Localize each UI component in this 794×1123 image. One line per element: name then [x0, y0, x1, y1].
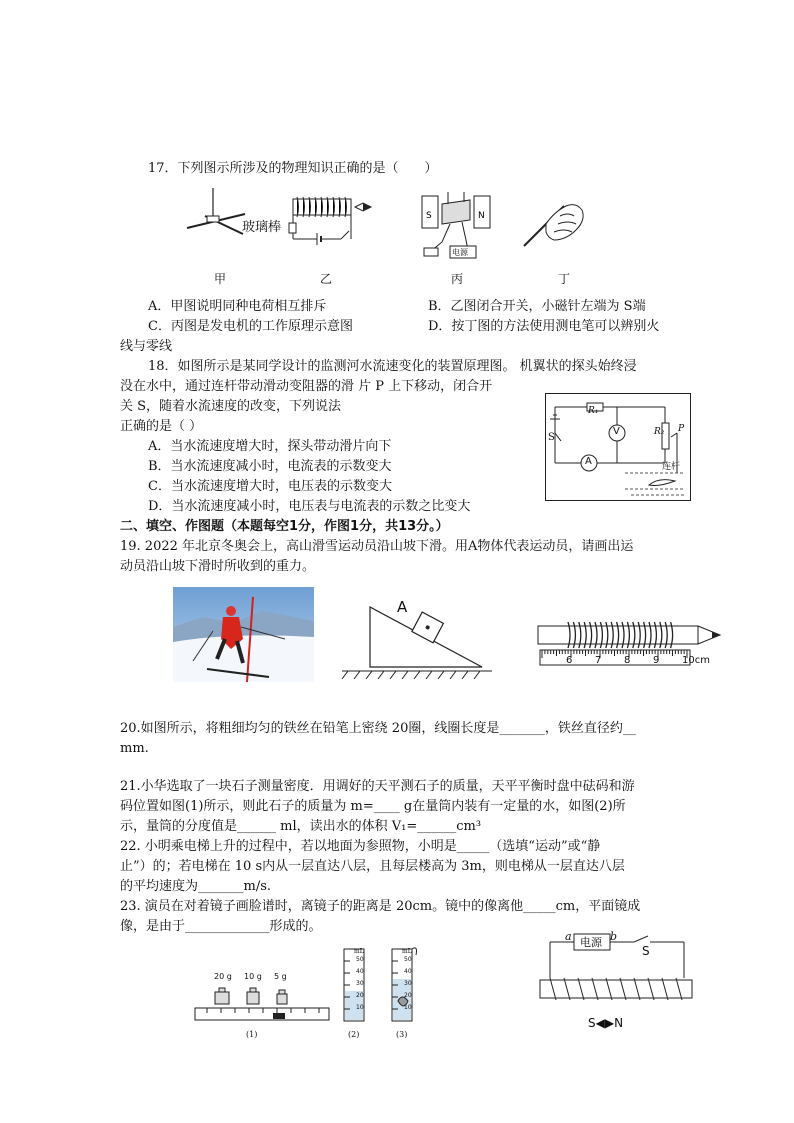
cylinder-tick-label: 30 [356, 980, 364, 987]
cylinder-tick-label: 50 [404, 956, 412, 963]
cylinder-tick-label: 10 [404, 1004, 412, 1011]
q22-line2: 止”）的；若电梯在 10 s内从一层直达八层，且每层楼高为 3m，则电梯从一层直达八层 [120, 859, 625, 874]
electromagnet-power-label: 电源 [580, 936, 602, 949]
electromagnet-a-label: a [565, 930, 572, 943]
ruler-tick-label: 9 [653, 655, 660, 666]
cylinder-tick-label: 50 [356, 956, 364, 963]
q20-line1: 20.如图所示，将粗细均匀的铁丝在铅笔上密绕 20圈，线圈长度是_______，铁丝直径约__ [120, 721, 636, 736]
weight-10g: 10 g [244, 972, 262, 981]
q21-line2: 码位置如图(1)所示，则此石子的质量为 m=____ g在量筒内装有一定量的水，如图(2)所 [120, 799, 626, 814]
cylinder-3-unit: mL [402, 948, 412, 955]
balance-weights-figure [193, 980, 333, 1024]
q21-line1: 21.小华选取了一块石子测量密度．用调好的天平测石子的质量，天平平衡时盘中砝码和游 [120, 779, 635, 794]
q18-option-d: D．当水流速度减小时，电压表与电流表的示数之比变大 [148, 499, 471, 514]
q18-line3: 关 S，随着水流速度的改变，下列说法 [120, 399, 342, 414]
q21-line3: 示，量筒的分度值是______ ml，读出水的体积 V₁=______cm³ [120, 819, 482, 834]
fig-label-yi: 乙 [320, 272, 333, 286]
q18-r1-label: R₁ [588, 406, 599, 416]
q18-voltmeter-label: V [613, 426, 620, 437]
skier-photo [173, 587, 314, 682]
ruler-tick-label: 6 [566, 655, 573, 666]
fig-label-ding: 丁 [558, 272, 571, 286]
q22-line3: 的平均速度为_______m/s. [120, 879, 272, 894]
q17-option-d-cont: 线与零线 [120, 339, 173, 354]
fig-label-bing: 丙 [451, 272, 464, 286]
ruler-tick-label: 10cm [682, 655, 710, 666]
cylinder-tick-label: 10 [356, 1004, 364, 1011]
fig-ding-test-pen [520, 196, 590, 251]
q18-line1: 18．如图所示是某同学设计的监测河水流速变化的装置原理图。 机翼状的探头始终浸 [148, 359, 637, 374]
q17-option-b: B．乙图闭合开关，小磁针左端为 S端 [428, 299, 646, 314]
q18-p-label: P [678, 424, 685, 434]
q17-stem: 17．下列图示所涉及的物理知识正确的是（ ） [148, 161, 438, 176]
electromagnet-switch-label: S [642, 944, 650, 958]
cylinder-tick-label: 30 [404, 980, 412, 987]
q23-line2: 像，是由于_____________形成的。 [120, 919, 322, 934]
q18-line2: 没在水中，通过连杆带动滑动变阻器的滑 片 P 上下移动，闭合开 [120, 379, 493, 394]
q19-line2: 动员沿山坡下滑时所收到的重力。 [120, 559, 316, 574]
cylinder-tick-label: 40 [356, 968, 364, 975]
q19-line1: 19. 2022 年北京冬奥会上，高山滑雪运动员沿山坡下滑。用A物体代表运动员，请画出运 [120, 539, 634, 554]
q18-rod-label: 连杆 [662, 462, 681, 472]
weight-20g: 20 g [214, 972, 232, 981]
q18-option-b: B．当水流速度减小时，电流表的示数变大 [148, 459, 392, 474]
fig-bing-power-label: 电源 [452, 248, 468, 257]
svg-text:S: S [426, 211, 432, 221]
fig-yi-solenoid-circuit [285, 193, 375, 248]
ruler-tick-label: 8 [624, 655, 631, 666]
fig-caption-1: (1) [246, 1030, 258, 1039]
q18-ammeter-label: A [585, 456, 592, 467]
q23-electromagnet-circuit [538, 932, 698, 1004]
q17-option-c: C．丙图是发电机的工作原理示意图 [148, 319, 353, 334]
fig-label-jia: 甲 [214, 272, 227, 286]
q18-r2-label: R₂ [654, 427, 665, 437]
q18-line4: 正确的是（ ） [120, 419, 203, 434]
ruler-tick-label: 7 [595, 655, 602, 666]
fig-caption-2: (2) [348, 1030, 360, 1039]
svg-text:N: N [478, 211, 485, 221]
q18-s-label: S [548, 432, 555, 443]
cylinder-tick-label: 40 [404, 968, 412, 975]
fig-jia-rod-label: 玻璃棒 [242, 220, 282, 235]
q20-line2: mm. [120, 741, 149, 756]
cylinder-2-unit: mL [354, 948, 364, 955]
cylinder-tick-label: 20 [356, 992, 364, 999]
q23-line1: 23. 演员在对着镜子画脸谱时，离镜子的距离是 20cm。镜中的像离他_____cm，平面镜成 [120, 899, 641, 914]
q22-line1: 22. 小明乘电梯上升的过程中，若以地面为参照物，小明是_____（选填“运动”或“静 [120, 839, 601, 854]
q18-option-c: C．当水流速度增大时，电压表的示数变大 [148, 479, 392, 494]
cylinder-tick-label: 20 [404, 992, 412, 999]
q17-option-d: D．按丁图的方法使用测电笔可以辨别火 [428, 319, 660, 334]
q18-circuit-diagram [545, 393, 691, 501]
compass-needle: S◀▶N [588, 1016, 624, 1030]
incline-figure [342, 597, 492, 682]
fig-caption-3: (3) [396, 1030, 408, 1039]
electromagnet-b-label: b [610, 930, 618, 943]
incline-block-label: A [397, 598, 408, 616]
section-2-heading: 二、填空、作图题（本题每空1分，作图1分，共13分。） [120, 519, 449, 534]
cylinder-2 [340, 945, 370, 1025]
q18-option-a: A．当水流速度增大时，探头带动滑片向下 [148, 439, 392, 454]
weight-5g: 5 g [274, 972, 287, 981]
q17-option-a: A．甲图说明同种电荷相互排斥 [148, 299, 327, 314]
